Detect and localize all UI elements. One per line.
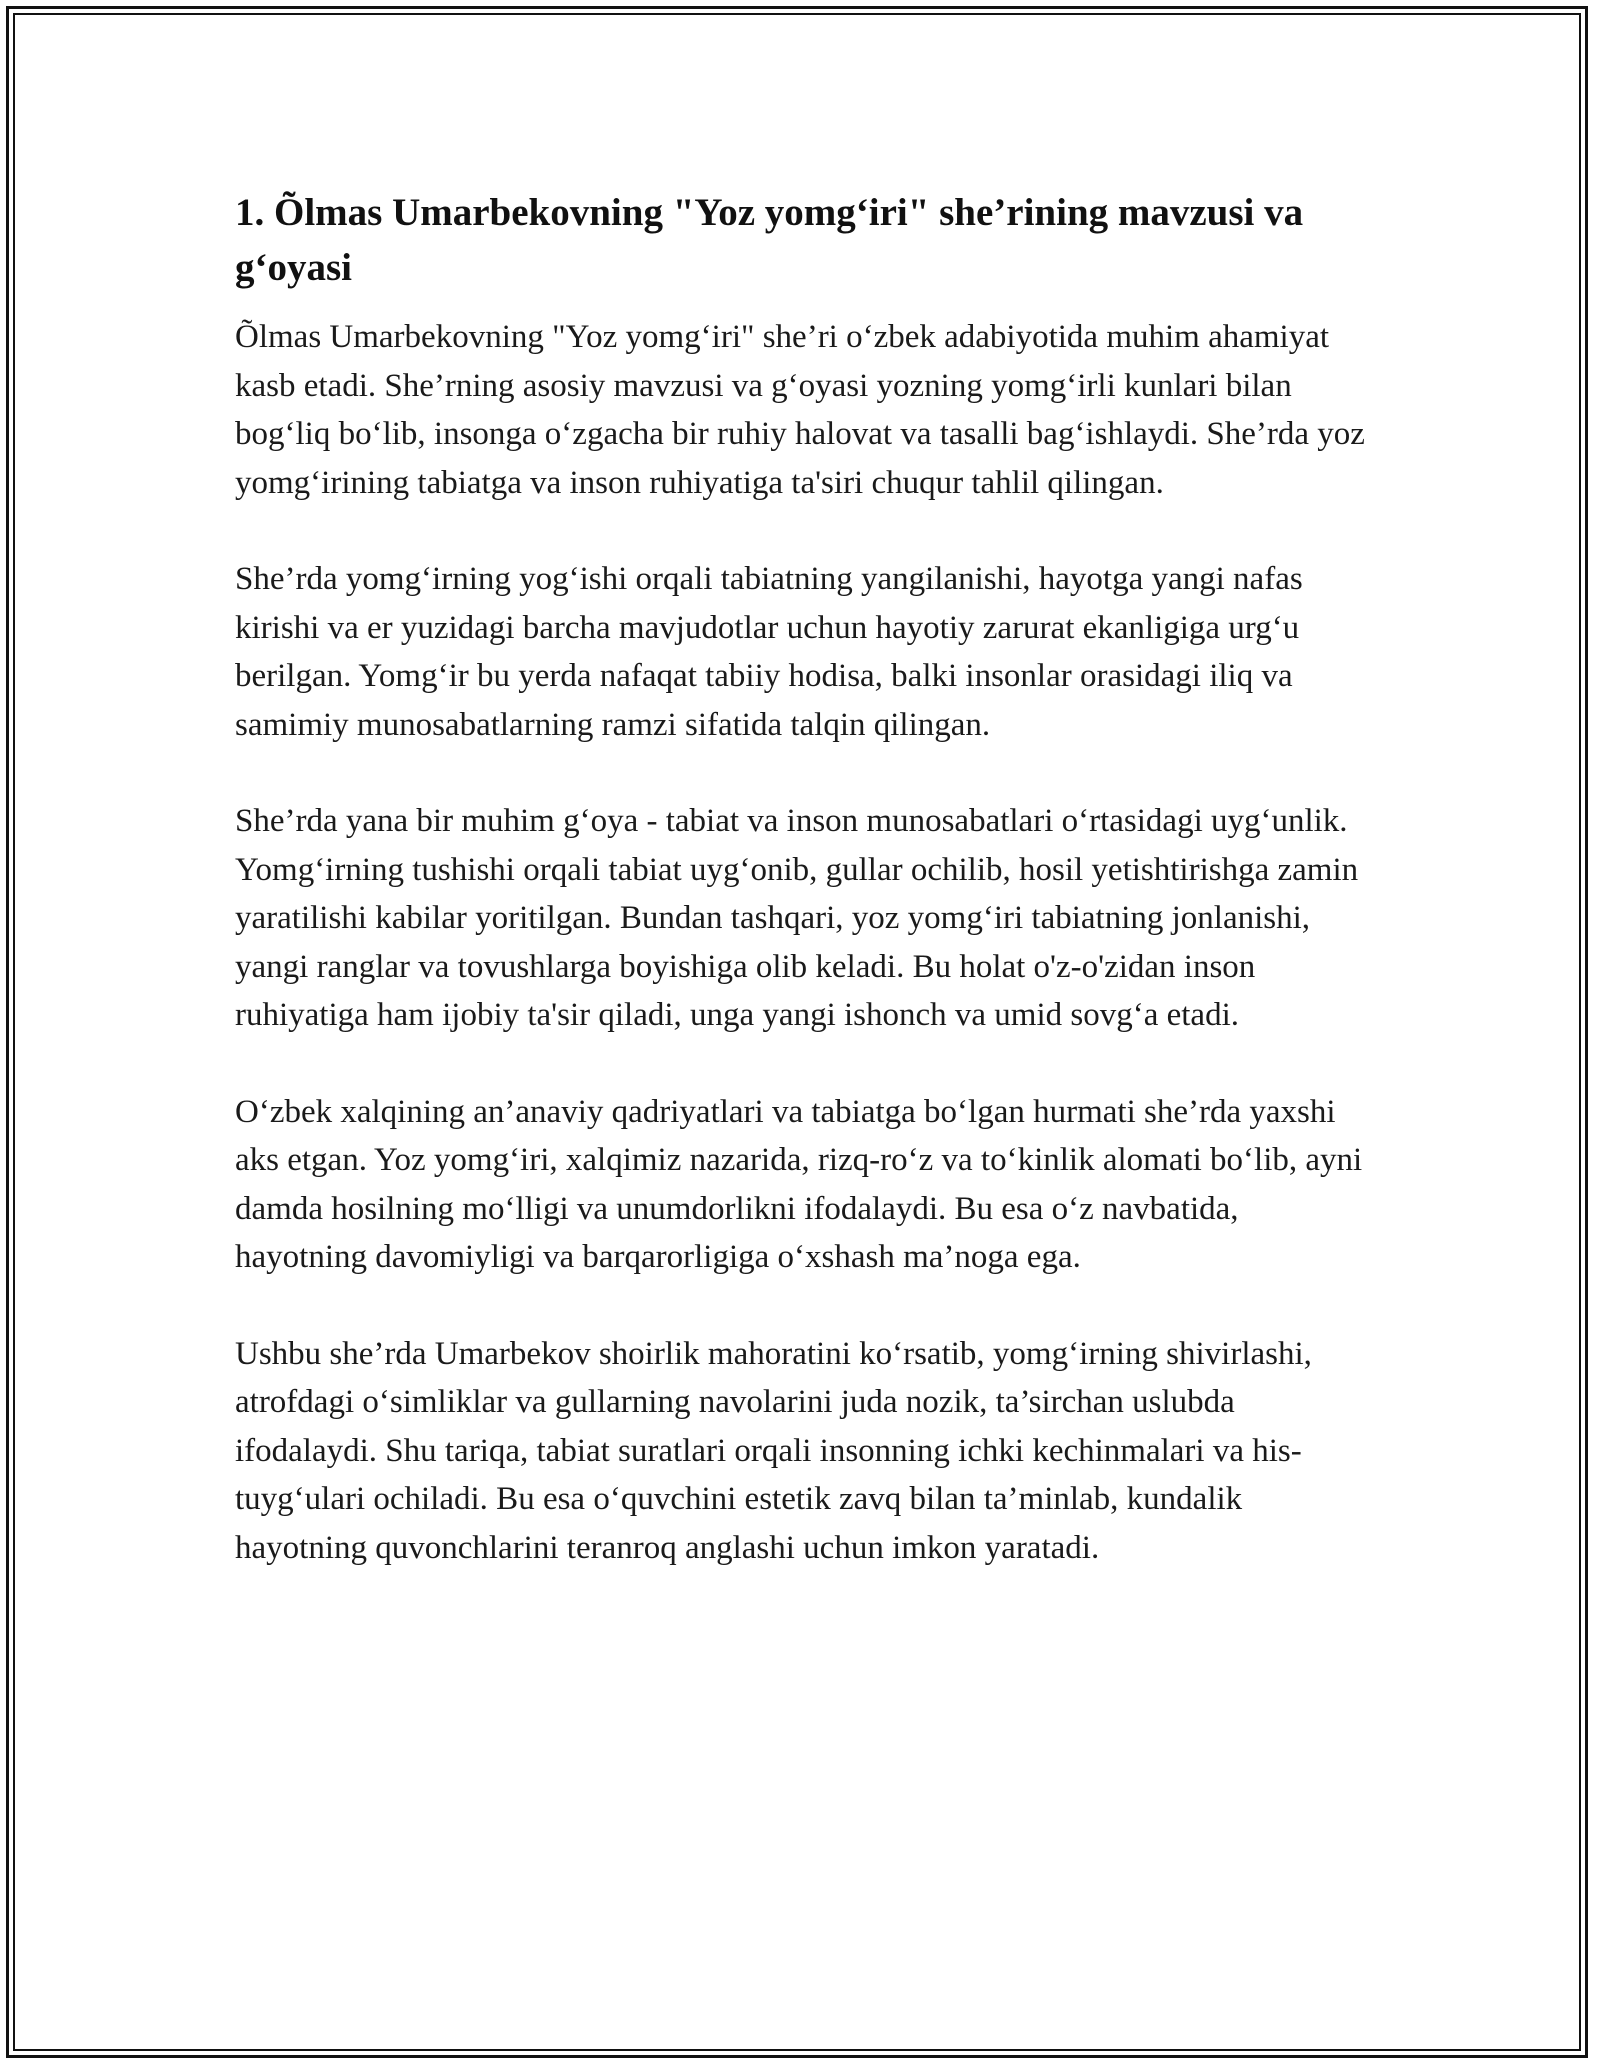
- document-heading: 1. Õlmas Umarbekovning "Yoz yomg‘iri" she’rining mavzusi va g‘oyasi: [235, 191, 1304, 289]
- document-body: [235, 185, 1370, 1620]
- paragraph-5: Ushbu she’rda Umarbekov shoirlik mahoratini ko‘rsatib, yomg‘irning shivirlashi, atrofdagi o‘simliklar va gullarning navolarini juda nozik, ta’sirchan uslubda ifodalaydi. Shu tariqa, tabiat suratlari orqali insonning ichki kechinmalari va his-tuyg‘ulari ochiladi. Bu esa o‘quvchini estetik zavq bilan ta’minlab, kundalik hayotning quvonchlarini teranroq anglashi uchun imkon yaratadi.: [235, 1335, 1312, 1566]
- paragraph-2: She’rda yomg‘irning yog‘ishi orqali tabiatning yangilanishi, hayotga yangi nafas kirishi va er yuzidagi barcha mavjudotlar uchun hayotiy zarurat ekanligiga urg‘u berilgan. Yomg‘ir bu yerda nafaqat tabiiy hodisa, balki insonlar orasidagi iliq va samimiy munosabatlarning ramzi sifatida talqin qilingan.: [235, 561, 1303, 743]
- paragraph-3: She’rda yana bir muhim g‘oya - tabiat va inson munosabatlari o‘rtasidagi uyg‘unlik. Yomg‘irning tushishi orqali tabiat uyg‘onib, gullar ochilib, hosil yetishtirishga zamin yaratilishi kabilar yoritilgan. Bundan tashqari, yoz yomg‘iri tabiatning jonlanishi, yangi ranglar va tovushlarga boyishiga olib keladi. Bu holat o'z-o'zidan inson ruhiyatiga ham ijobiy ta'sir qiladi, unga yangi ishonch va umid sovg‘a etadi.: [235, 803, 1359, 1033]
- paragraph-1: Õlmas Umarbekovning "Yoz yomg‘iri" she’ri o‘zbek adabiyotida muhim ahamiyat kasb etadi. She’rning asosiy mavzusi va g‘oyasi yozning yomg‘irli kunlari bilan bog‘liq bo‘lib, insonga o‘zgacha bir ruhiy halovat va tasalli bag‘ishlaydi. She’rda yoz yomg‘irining tabiatga va inson ruhiyatiga ta'siri chuqur tahlil qilingan.: [235, 319, 1365, 501]
- paragraph-4: O‘zbek xalqining an’anaviy qadriyatlari va tabiatga bo‘lgan hurmati she’rda yaxshi aks etgan. Yoz yomg‘iri, xalqimiz nazarida, rizq-ro‘z va to‘kinlik alomati bo‘lib, ayni damda hosilning mo‘lligi va unumdorlikni ifodalaydi. Bu esa o‘z navbatida, hayotning davomiyligi va barqarorligiga o‘xshash ma’noga ega.: [235, 1093, 1363, 1275]
